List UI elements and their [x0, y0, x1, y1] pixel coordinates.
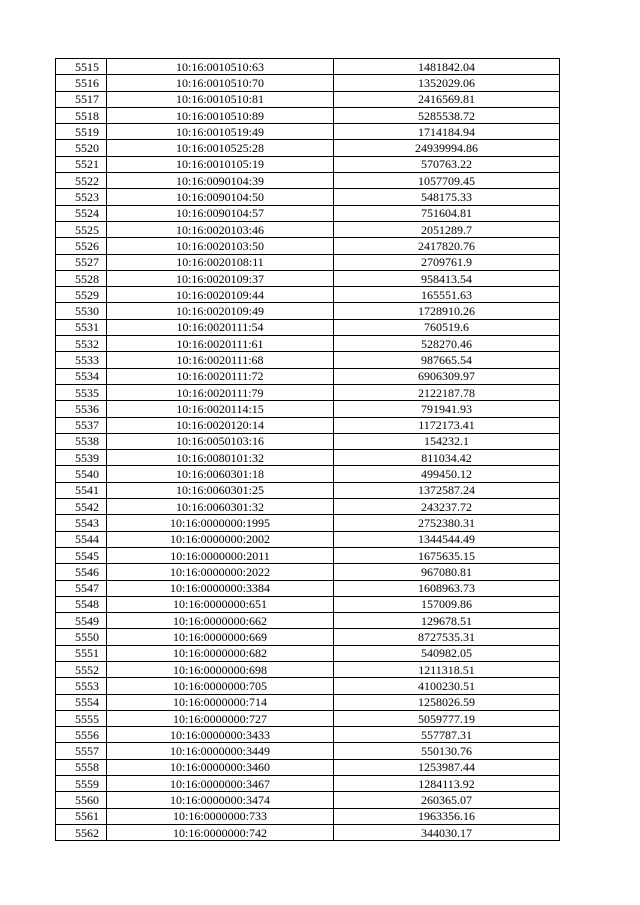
table-row — [56, 75, 560, 91]
value-cell: 260365.07 — [334, 792, 560, 808]
table-row — [56, 156, 560, 172]
cadastral-number-cell: 10:16:0010510:81 — [107, 91, 334, 107]
row-index-cell: 5518 — [56, 107, 107, 123]
value-cell: 1211318.51 — [334, 661, 560, 677]
cadastral-number-cell: 10:16:0000000:1995 — [107, 515, 334, 531]
row-index-cell: 5536 — [56, 401, 107, 417]
cadastral-number-cell: 10:16:0000000:651 — [107, 596, 334, 612]
value-cell: 1172173.41 — [334, 417, 560, 433]
table-row — [56, 450, 560, 466]
row-index-cell: 5550 — [56, 629, 107, 645]
cadastral-number-cell: 10:16:0000000:669 — [107, 629, 334, 645]
value-cell: 1963356.16 — [334, 808, 560, 824]
table-row — [56, 824, 560, 840]
value-cell: 1258026.59 — [334, 694, 560, 710]
row-index-cell: 5520 — [56, 140, 107, 156]
cadastral-number-cell: 10:16:0010510:89 — [107, 107, 334, 123]
row-index-cell: 5546 — [56, 564, 107, 580]
table-row — [56, 124, 560, 140]
row-index-cell: 5524 — [56, 205, 107, 221]
table-row — [56, 645, 560, 661]
value-cell: 243237.72 — [334, 499, 560, 515]
cadastral-number-cell: 10:16:0020109:37 — [107, 270, 334, 286]
value-cell: 967080.81 — [334, 564, 560, 580]
value-cell: 1608963.73 — [334, 580, 560, 596]
row-index-cell: 5558 — [56, 759, 107, 775]
value-cell: 528270.46 — [334, 336, 560, 352]
row-index-cell: 5528 — [56, 270, 107, 286]
cadastral-number-cell: 10:16:0000000:3474 — [107, 792, 334, 808]
cadastral-number-cell: 10:16:0000000:3460 — [107, 759, 334, 775]
row-index-cell: 5539 — [56, 450, 107, 466]
table-row — [56, 710, 560, 726]
cadastral-number-cell: 10:16:0020111:54 — [107, 319, 334, 335]
value-cell: 129678.51 — [334, 613, 560, 629]
value-cell: 5285538.72 — [334, 107, 560, 123]
row-index-cell: 5522 — [56, 173, 107, 189]
row-index-cell: 5523 — [56, 189, 107, 205]
cadastral-number-cell: 10:16:0020103:46 — [107, 221, 334, 237]
row-index-cell: 5540 — [56, 466, 107, 482]
value-cell: 6906309.97 — [334, 368, 560, 384]
cadastral-number-cell: 10:16:0020111:72 — [107, 368, 334, 384]
cadastral-number-cell: 10:16:0000000:733 — [107, 808, 334, 824]
value-cell: 760519.6 — [334, 319, 560, 335]
row-index-cell: 5516 — [56, 75, 107, 91]
row-index-cell: 5544 — [56, 531, 107, 547]
value-cell: 2709761.9 — [334, 254, 560, 270]
row-index-cell: 5527 — [56, 254, 107, 270]
row-index-cell: 5547 — [56, 580, 107, 596]
value-cell: 344030.17 — [334, 824, 560, 840]
table-row — [56, 254, 560, 270]
row-index-cell: 5556 — [56, 727, 107, 743]
table-row — [56, 596, 560, 612]
row-index-cell: 5532 — [56, 336, 107, 352]
table-row — [56, 140, 560, 156]
cadastral-number-cell: 10:16:0000000:727 — [107, 710, 334, 726]
value-cell: 5059777.19 — [334, 710, 560, 726]
cadastral-number-cell: 10:16:0010510:63 — [107, 59, 334, 75]
cadastral-number-cell: 10:16:0000000:3467 — [107, 776, 334, 792]
cadastral-number-cell: 10:16:0020109:44 — [107, 287, 334, 303]
cadastral-number-cell: 10:16:0080101:32 — [107, 450, 334, 466]
cadastral-number-cell: 10:16:0000000:2002 — [107, 531, 334, 547]
cadastral-number-cell: 10:16:0060301:32 — [107, 499, 334, 515]
row-index-cell: 5517 — [56, 91, 107, 107]
row-index-cell: 5551 — [56, 645, 107, 661]
value-cell: 1372587.24 — [334, 482, 560, 498]
table-row — [56, 221, 560, 237]
row-index-cell: 5515 — [56, 59, 107, 75]
table-row — [56, 433, 560, 449]
row-index-cell: 5519 — [56, 124, 107, 140]
table-row — [56, 303, 560, 319]
cadastral-number-cell: 10:16:0000000:2022 — [107, 564, 334, 580]
table-row — [56, 678, 560, 694]
row-index-cell: 5553 — [56, 678, 107, 694]
table-row — [56, 792, 560, 808]
row-index-cell: 5561 — [56, 808, 107, 824]
value-cell: 987665.54 — [334, 352, 560, 368]
row-index-cell: 5531 — [56, 319, 107, 335]
value-cell: 1057709.45 — [334, 173, 560, 189]
row-index-cell: 5525 — [56, 221, 107, 237]
row-index-cell: 5559 — [56, 776, 107, 792]
cadastral-number-cell: 10:16:0020111:61 — [107, 336, 334, 352]
row-index-cell: 5555 — [56, 710, 107, 726]
value-cell: 157009.86 — [334, 596, 560, 612]
value-cell: 4100230.51 — [334, 678, 560, 694]
table-row — [56, 319, 560, 335]
value-cell: 1481842.04 — [334, 59, 560, 75]
cadastral-number-cell: 10:16:0000000:3384 — [107, 580, 334, 596]
row-index-cell: 5530 — [56, 303, 107, 319]
value-cell: 1714184.94 — [334, 124, 560, 140]
row-index-cell: 5552 — [56, 661, 107, 677]
value-cell: 1344544.49 — [334, 531, 560, 547]
cadastral-number-cell: 10:16:0010105:19 — [107, 156, 334, 172]
cadastral-number-cell: 10:16:0000000:682 — [107, 645, 334, 661]
cadastral-number-cell: 10:16:0020111:68 — [107, 352, 334, 368]
value-cell: 550130.76 — [334, 743, 560, 759]
table-row — [56, 661, 560, 677]
table-body — [56, 59, 560, 841]
table-row — [56, 743, 560, 759]
cadastral-number-cell: 10:16:0090104:57 — [107, 205, 334, 221]
cadastral-number-cell: 10:16:0020114:15 — [107, 401, 334, 417]
row-index-cell: 5521 — [56, 156, 107, 172]
cadastral-number-cell: 10:16:0000000:3449 — [107, 743, 334, 759]
row-index-cell: 5560 — [56, 792, 107, 808]
cadastral-number-cell: 10:16:0000000:714 — [107, 694, 334, 710]
row-index-cell: 5548 — [56, 596, 107, 612]
value-cell: 2417820.76 — [334, 238, 560, 254]
value-cell: 1675635.15 — [334, 547, 560, 563]
cadastral-number-cell: 10:16:0020103:50 — [107, 238, 334, 254]
cadastral-number-cell: 10:16:0020120:14 — [107, 417, 334, 433]
row-index-cell: 5538 — [56, 433, 107, 449]
table-row — [56, 91, 560, 107]
row-index-cell: 5534 — [56, 368, 107, 384]
cadastral-number-cell: 10:16:0010525:28 — [107, 140, 334, 156]
row-index-cell: 5541 — [56, 482, 107, 498]
table-row — [56, 776, 560, 792]
row-index-cell: 5543 — [56, 515, 107, 531]
row-index-cell: 5529 — [56, 287, 107, 303]
row-index-cell: 5535 — [56, 384, 107, 400]
table-row — [56, 531, 560, 547]
cadastral-number-cell: 10:16:0020108:11 — [107, 254, 334, 270]
value-cell: 2752380.31 — [334, 515, 560, 531]
table-row — [56, 173, 560, 189]
table-row — [56, 336, 560, 352]
row-index-cell: 5545 — [56, 547, 107, 563]
cadastral-number-cell: 10:16:0010510:70 — [107, 75, 334, 91]
table-row — [56, 384, 560, 400]
table-row — [56, 499, 560, 515]
value-cell: 2122187.78 — [334, 384, 560, 400]
cadastral-number-cell: 10:16:0000000:3433 — [107, 727, 334, 743]
cadastral-number-cell: 10:16:0060301:18 — [107, 466, 334, 482]
value-cell: 751604.81 — [334, 205, 560, 221]
table-row — [56, 352, 560, 368]
cadastral-number-cell: 10:16:0090104:50 — [107, 189, 334, 205]
cadastral-number-cell: 10:16:0020109:49 — [107, 303, 334, 319]
cadastral-number-cell: 10:16:0000000:698 — [107, 661, 334, 677]
value-cell: 154232.1 — [334, 433, 560, 449]
row-index-cell: 5562 — [56, 824, 107, 840]
table-row — [56, 238, 560, 254]
cadastral-number-cell: 10:16:0000000:705 — [107, 678, 334, 694]
table-row — [56, 629, 560, 645]
row-index-cell: 5533 — [56, 352, 107, 368]
table-row — [56, 727, 560, 743]
cadastral-number-cell: 10:16:0000000:742 — [107, 824, 334, 840]
table-row — [56, 466, 560, 482]
cadastral-number-cell: 10:16:0000000:2011 — [107, 547, 334, 563]
value-cell: 1728910.26 — [334, 303, 560, 319]
table-row — [56, 613, 560, 629]
value-cell: 24939994.86 — [334, 140, 560, 156]
table-row — [56, 580, 560, 596]
table-row — [56, 808, 560, 824]
value-cell: 1284113.92 — [334, 776, 560, 792]
value-cell: 499450.12 — [334, 466, 560, 482]
table-row — [56, 270, 560, 286]
value-cell: 8727535.31 — [334, 629, 560, 645]
table-row — [56, 107, 560, 123]
table-row — [56, 547, 560, 563]
value-cell: 2051289.7 — [334, 221, 560, 237]
value-cell: 811034.42 — [334, 450, 560, 466]
table-row — [56, 759, 560, 775]
cadastral-number-cell: 10:16:0020111:79 — [107, 384, 334, 400]
table-row — [56, 287, 560, 303]
cadastral-number-cell: 10:16:0090104:39 — [107, 173, 334, 189]
row-index-cell: 5554 — [56, 694, 107, 710]
value-cell: 165551.63 — [334, 287, 560, 303]
value-cell: 791941.93 — [334, 401, 560, 417]
cadastral-value-table — [55, 58, 560, 841]
table-row — [56, 694, 560, 710]
value-cell: 1253987.44 — [334, 759, 560, 775]
value-cell: 958413.54 — [334, 270, 560, 286]
cadastral-number-cell: 10:16:0000000:662 — [107, 613, 334, 629]
table-row — [56, 482, 560, 498]
table-row — [56, 368, 560, 384]
row-index-cell: 5557 — [56, 743, 107, 759]
table-row — [56, 59, 560, 75]
row-index-cell: 5542 — [56, 499, 107, 515]
row-index-cell: 5537 — [56, 417, 107, 433]
table-row — [56, 515, 560, 531]
table-row — [56, 417, 560, 433]
table-row — [56, 189, 560, 205]
value-cell: 557787.31 — [334, 727, 560, 743]
value-cell: 548175.33 — [334, 189, 560, 205]
table-row — [56, 564, 560, 580]
value-cell: 2416569.81 — [334, 91, 560, 107]
row-index-cell: 5526 — [56, 238, 107, 254]
table-row — [56, 205, 560, 221]
value-cell: 570763.22 — [334, 156, 560, 172]
cadastral-number-cell: 10:16:0060301:25 — [107, 482, 334, 498]
row-index-cell: 5549 — [56, 613, 107, 629]
value-cell: 540982.05 — [334, 645, 560, 661]
cadastral-number-cell: 10:16:0010519:49 — [107, 124, 334, 140]
value-cell: 1352029.06 — [334, 75, 560, 91]
table-row — [56, 401, 560, 417]
cadastral-number-cell: 10:16:0050103:16 — [107, 433, 334, 449]
